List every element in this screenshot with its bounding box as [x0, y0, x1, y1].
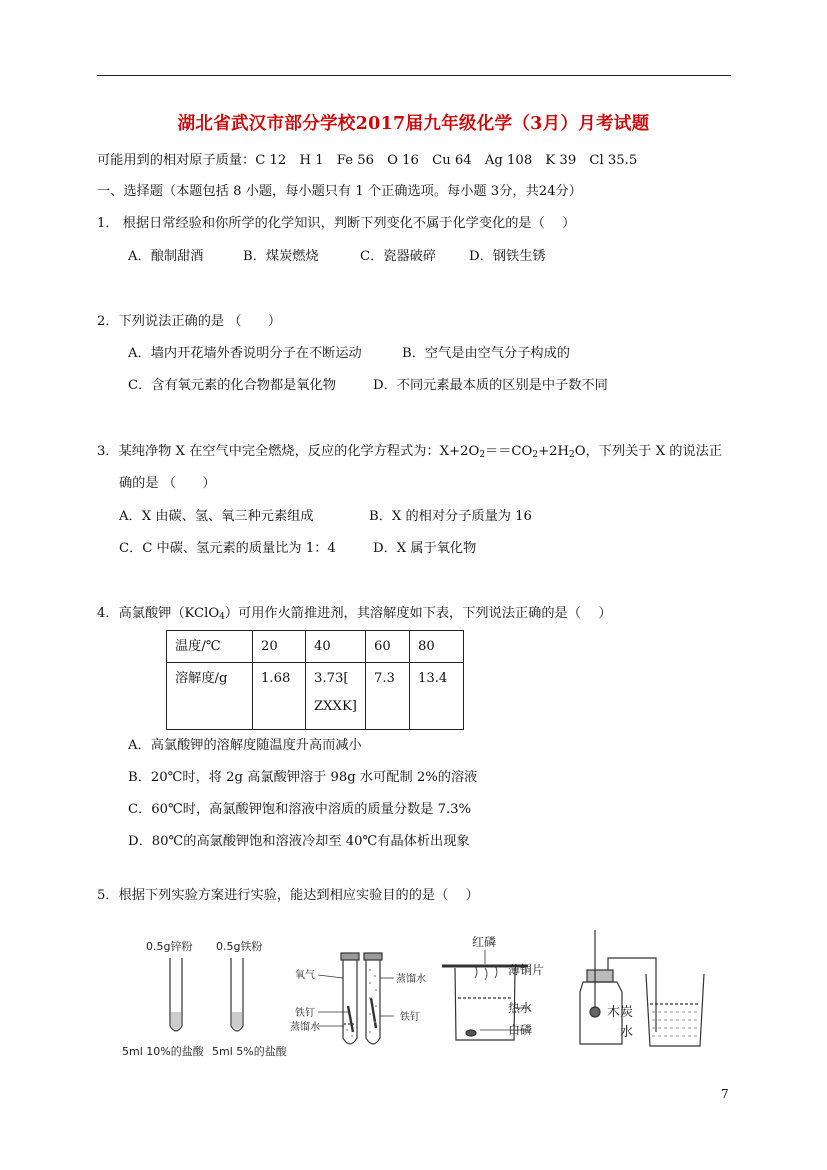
table-cell: 20	[253, 631, 306, 663]
table-cell: 温度/℃	[167, 631, 253, 663]
table-cell: 80	[409, 631, 463, 663]
question-2-options-row1	[128, 345, 570, 363]
option: D．钢铁生锈	[469, 249, 546, 264]
question-1-options	[128, 248, 546, 266]
question-3-options-row1	[119, 508, 532, 526]
exp1-caption-b: 5ml 5%的盐酸	[212, 1045, 287, 1058]
exp2-nail-b: 铁钉	[400, 1012, 420, 1023]
question-5-stem: 5．根据下列实验方案进行实验，能达到相应实验目的的是（ ）	[97, 888, 479, 903]
table-row	[167, 663, 464, 730]
question-4-option-d: D．80℃的高氯酸钾饱和溶液冷却至 40℃有晶体析出现象	[128, 834, 470, 849]
page-title: 湖北省武汉市部分学校2017届九年级化学（3月）月考试题	[177, 114, 650, 134]
question-4-stem: 4．高氯酸钾（KClO$_4$）可用作火箭推进剂，其溶解度如下表，下列说法正确的是（ ）	[97, 606, 612, 622]
question-4-option-a: A．高氯酸钾的溶解度随温度升高而减小	[128, 738, 362, 753]
exp4-water-texture	[652, 1012, 698, 1036]
exp4-charcoal: 木炭	[607, 1005, 634, 1020]
exp4-apparatus	[580, 930, 704, 1046]
table-cell: 溶解度/g	[167, 663, 253, 730]
option: C．C 中碳、氢元素的质量比为 1：4	[119, 541, 336, 556]
table-cell: 1.68	[253, 663, 306, 730]
table-cell: 7.3	[365, 663, 409, 730]
solubility-table	[166, 630, 464, 730]
option: B．X 的相对分子质量为 16	[369, 509, 532, 524]
option: C．瓷器破碎	[360, 249, 437, 264]
exp3-red-phosphorus: 红磷	[472, 935, 497, 949]
question-2-stem: 2．下列说法正确的是 （ ）	[97, 314, 282, 329]
exp1-label-b: 0.5g铁粉	[216, 940, 263, 953]
question-4-option-b: B．20℃时，将 2g 高氯酸钾溶于 98g 水可配制 2%的溶液	[128, 770, 478, 785]
table-row	[167, 631, 464, 663]
option: A．酿制甜酒	[128, 249, 204, 264]
question-3-options-row2	[119, 540, 476, 558]
table-cell: 3.73[ ZXXK]	[306, 663, 366, 730]
exp3-hot-water: 热水	[508, 1001, 533, 1015]
exp1-caption-a: 5ml 10%的盐酸	[122, 1045, 204, 1058]
option: B．煤炭燃烧	[243, 249, 319, 264]
option: B．空气是由空气分子构成的	[402, 346, 570, 361]
exp2-nail-a: 铁钉	[295, 1008, 315, 1019]
exp2-oxygen: 氧气	[295, 970, 315, 981]
exp1-label-a: 0.5g锌粉	[146, 940, 193, 953]
question-4-option-c: C．60℃时，高氯酸钾饱和溶液中溶质的质量分数是 7.3%	[128, 802, 472, 817]
table-cell: 40	[306, 631, 366, 663]
exp3-white-phosphorus: 白磷	[508, 1023, 533, 1037]
option: A．X 由碳、氢、氧三种元素组成	[119, 509, 314, 524]
page-number: 7	[721, 1087, 729, 1101]
table-cell: 13.4	[409, 663, 463, 730]
exp4-water: 水	[620, 1025, 634, 1040]
atomic-masses: 可能用到的相对原子质量：C 12 H 1 Fe 56 O 16 Cu 64 Ag 108 K 39 Cl 35.5	[97, 153, 638, 168]
header-rule	[97, 75, 731, 76]
experiment-figures	[100, 920, 720, 1070]
exp3-copper-plate: 薄铜片	[508, 963, 545, 977]
option: C．含有氧元素的化合物都是氧化物	[128, 378, 336, 393]
question-3-stem: 3．某纯净物 X 在空气中完全燃烧，反应的化学方程式为：$X+2O_2==CO_2+2H_2O$，下列关于 X 的说法正	[97, 444, 723, 460]
option: D．不同元素最本质的区别是中子数不同	[373, 378, 608, 393]
option: A．墙内开花墙外香说明分子在不断运动	[128, 346, 362, 361]
table-cell: 60	[365, 631, 409, 663]
question-3-stem-cont: 确的是 （ ）	[119, 476, 216, 491]
question-2-options-row2	[128, 377, 608, 395]
question-1-stem: 1． 根据日常经验和你所学的化学知识，判断下列变化不属于化学变化的是（ ）	[97, 216, 576, 231]
exp2-leader-lines	[318, 975, 394, 1026]
exp2-water-b: 蒸馏水	[396, 974, 426, 985]
exp2-water-a: 蒸馏水	[290, 1022, 320, 1033]
section-heading: 一、选择题（本题包括 8 小题，每小题只有 1 个正确选项。每小题 3分，共24分）	[97, 184, 582, 199]
option: D．X 属于氧化物	[373, 541, 477, 556]
